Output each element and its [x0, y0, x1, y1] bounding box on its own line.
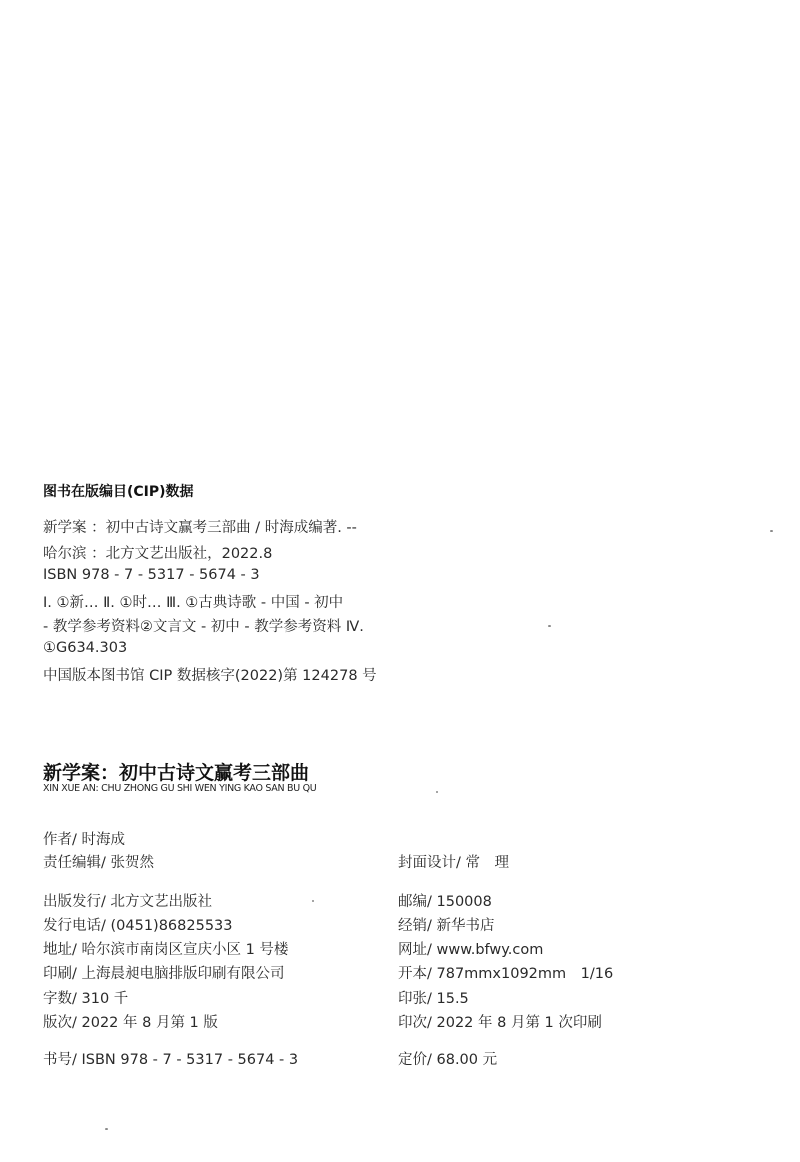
scan-speck: [548, 625, 551, 627]
book-pinyin: XIN XUE AN: CHU ZHONG GU SHI WEN YING KAO SAN BU QU: [43, 783, 317, 794]
responsible-editor: 责任编辑/ 张贺然: [43, 855, 154, 871]
scan-speck: [312, 900, 314, 902]
distributor: 经销/ 新华书店: [398, 918, 495, 934]
address: 地址/ 哈尔滨市南岗区宣庆小区 1 号楼: [43, 942, 289, 958]
cip-line-4: Ⅰ. ①新… Ⅱ. ①时… Ⅲ. ①古典诗歌 - 中国 - 初中: [43, 595, 344, 611]
cip-heading: 图书在版编目(CIP)数据: [43, 484, 194, 500]
scan-speck: [105, 1128, 108, 1130]
edition: 版次/ 2022 年 8 月第 1 版: [43, 1015, 218, 1031]
price: 定价/ 68.00 元: [398, 1052, 498, 1068]
publisher: 出版发行/ 北方文艺出版社: [43, 894, 212, 910]
distribution-phone: 发行电话/ (0451)86825533: [43, 918, 233, 934]
cip-line-6: ①G634.303: [43, 640, 128, 656]
isbn: 书号/ ISBN 978 - 7 - 5317 - 5674 - 3: [43, 1052, 299, 1068]
cip-line-7: 中国版本图书馆 CIP 数据核字(2022)第 124278 号: [43, 668, 377, 684]
printer: 印刷/ 上海晨昶电脑排版印刷有限公司: [43, 966, 285, 982]
cip-line-1: 新学案 ：初中古诗文赢考三部曲 / 时海成编著. --: [43, 520, 357, 536]
cip-line-3: ISBN 978 - 7 - 5317 - 5674 - 3: [43, 567, 260, 583]
scan-speck: [770, 530, 773, 532]
author: 作者/ 时海成: [43, 832, 125, 848]
book-format: 开本/ 787mmx1092mm 1/16: [398, 966, 614, 982]
cip-line-2: 哈尔滨 ：北方文艺出版社，2022.8: [43, 546, 273, 562]
cover-design: 封面设计/ 常 理: [398, 855, 509, 871]
printed-sheets: 印张/ 15.5: [398, 991, 469, 1007]
website: 网址/ www.bfwy.com: [398, 942, 544, 958]
book-title: 新学案：初中古诗文赢考三部曲: [43, 762, 310, 784]
postcode: 邮编/ 150008: [398, 894, 492, 910]
word-count: 字数/ 310 千: [43, 991, 129, 1007]
scan-speck: [436, 791, 438, 793]
impression: 印次/ 2022 年 8 月第 1 次印刷: [398, 1015, 602, 1031]
cip-line-5: - 教学参考资料②文言文 - 初中 - 教学参考资料 Ⅳ.: [43, 619, 364, 635]
